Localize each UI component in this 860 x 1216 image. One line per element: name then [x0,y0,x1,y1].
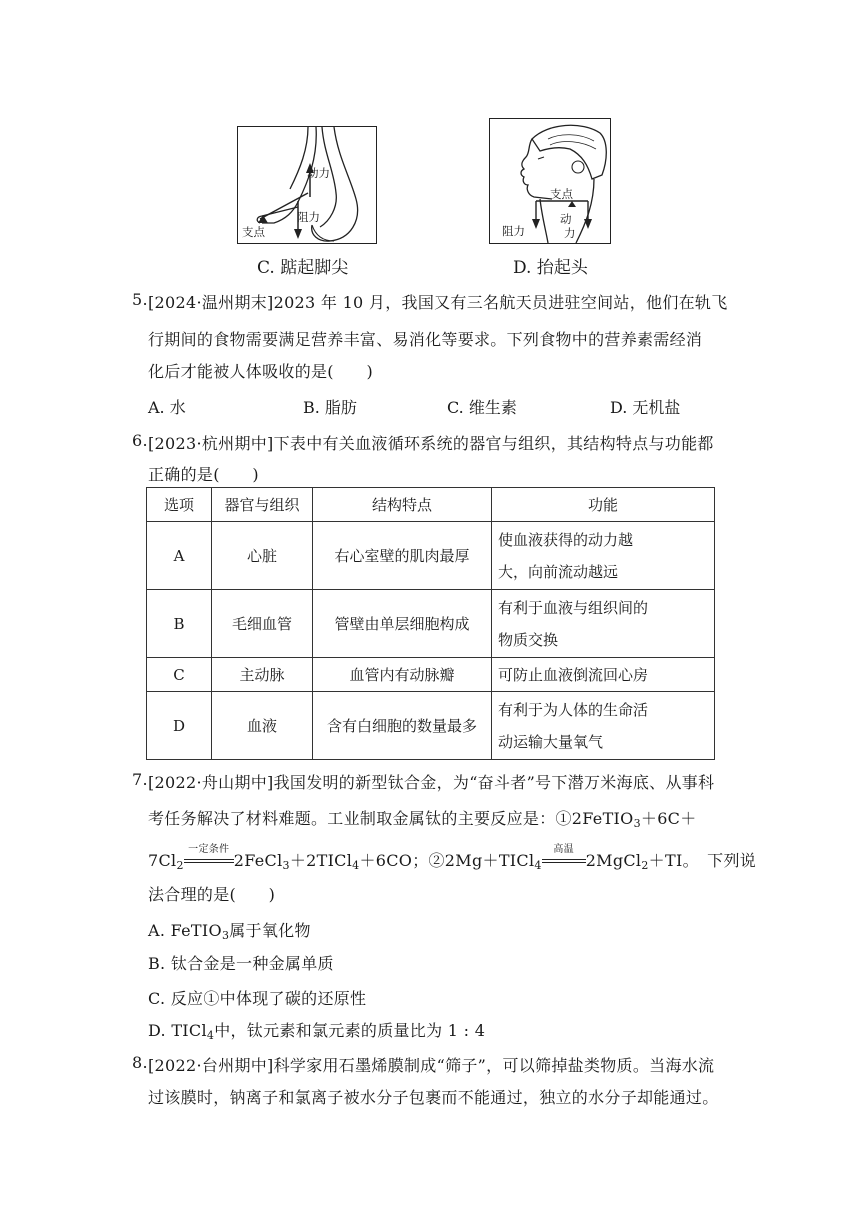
q7-option-a [148,918,311,941]
cell-function [492,658,715,692]
eq-part: 7Cl [148,851,177,870]
header-option: 选项 [147,488,212,522]
q7-line-1: [2022·舟山期中]我国发明的新型钛合金，为“奋斗者”号下潜万米海底、从事科 [148,773,715,792]
cell-function-line: 有利于为人体的生命活 [498,700,649,719]
opt-text: A. FeTIO [148,921,222,940]
cell-feature: 含有白细胞的数量最多 [313,692,492,760]
q5-option-c: C. 维生素 [447,398,517,417]
equals-bar [542,859,586,863]
caption-d: D. 抬起头 [513,258,588,278]
label-zhidian-d: 支点 [550,187,573,201]
opt-sub: 4 [206,1029,215,1042]
figure-c-foot [237,126,377,244]
figure-d-head [489,118,611,244]
header-organ: 器官与组织 [212,488,313,522]
cell-feature: 血管内有动脉瓣 [313,658,492,692]
q7-line-2-end: ＋6C＋ [640,809,697,828]
cell-function [492,522,715,590]
cell-function-line: 可防止血液倒流回心房 [498,665,649,684]
condition-label: 高温 [553,844,574,855]
cell-organ: 血液 [212,692,313,760]
q5-option-d: D. 无机盐 [610,398,681,417]
cell-organ: 主动脉 [212,658,313,692]
eq-part: 2FeCl [233,851,283,870]
cell-function-line: 大，向前流动越远 [498,562,619,581]
eq-sub: 4 [352,859,360,872]
q7-option-b: B. 钛合金是一种金属单质 [148,954,334,973]
reaction-condition-2 [542,844,586,870]
q7-number: 7. [132,770,148,789]
q5-option-a: A. 水 [148,398,186,417]
table-row [147,692,715,760]
q6-line-1: [2023·杭州期中]下表中有关血液循环系统的器官与组织，其结构特点与功能都 [148,434,714,453]
table-row [147,522,715,590]
cell-feature: 管壁由单层细胞构成 [313,590,492,658]
opt-text: D. TICl [148,1021,207,1040]
q8-number: 8. [132,1053,148,1072]
reaction-condition-1 [184,844,234,870]
q7-equation-line [148,844,757,872]
cell-function-line: 动运输大量氧气 [498,732,604,751]
eq-part: ＋6CO；②2Mg＋TICl [359,851,535,870]
q7-option-d [148,1018,485,1041]
cell-option: D [147,692,212,760]
eq-part: ＋TI。 下列说 [648,851,757,870]
q7-option-c: C. 反应①中体现了碳的还原性 [148,989,367,1008]
eq-sub: 4 [534,859,542,872]
q5-number: 5. [132,290,148,309]
equals-bar [184,859,234,863]
eq-sub: 2 [176,859,184,872]
label-zuli-c: 阻力 [297,210,320,224]
opt-text: 属于氧化物 [229,921,311,940]
q6-line-2: 正确的是( ) [148,465,259,484]
cell-function-line: 物质交换 [498,630,559,649]
q5-line-1: [2024·温州期末]2023 年 10 月，我国又有三名航天员进驻空间站，他们在轨飞 [148,293,728,312]
cell-function-line: 使血液获得的动力越 [498,530,634,549]
opt-sub: 3 [221,929,230,942]
table-row [147,658,715,692]
q7-line-2-text: 考任务解决了材料难题。工业制取金属钛的主要反应是：①2FeTIO [148,809,634,828]
cell-feature: 右心室壁的肌肉最厚 [313,522,492,590]
cell-organ: 心脏 [212,522,313,590]
opt-text: 中，钛元素和氯元素的质量比为 1 : 4 [214,1021,486,1040]
cell-function [492,692,715,760]
condition-label: 一定条件 [188,844,230,855]
cell-function-line: 有利于血液与组织间的 [498,598,649,617]
cell-function [492,590,715,658]
cell-organ: 毛细血管 [212,590,313,658]
q7-line-2 [148,806,697,829]
q5-line-3: 化后才能被人体吸收的是( ) [148,362,373,381]
eq-part: 2MgCl [585,851,642,870]
q6-table [146,487,715,760]
cell-option: C [147,658,212,692]
cell-option: A [147,522,212,590]
q8-line-1: [2022·台州期中]科学家用石墨烯膜制成“筛子”，可以筛掉盐类物质。当海水流 [148,1056,715,1075]
eq-part: ＋2TICl [289,851,353,870]
table-row [147,590,715,658]
eq-sub: 2 [641,859,649,872]
q6-number: 6. [132,431,148,450]
table-header-row [147,488,715,522]
label-dongli-d-b: 力 [564,226,576,240]
label-zuli-d: 阻力 [502,224,525,238]
caption-c: C. 踮起脚尖 [257,258,349,278]
q8-line-2: 过该膜时，钠离子和氯离子被水分子包裹而不能通过，独立的水分子却能通过。 [148,1088,719,1107]
q5-line-2: 行期间的食物需要满足营养丰富、易消化等要求。下列食物中的营养素需经消 [148,330,703,349]
q7-line-4: 法合理的是( ) [148,885,276,904]
q5-option-b: B. 脂肪 [303,398,357,417]
label-dongli-d-a: 动 [560,212,572,226]
eq-sub: 3 [282,859,290,872]
header-function: 功能 [492,488,715,522]
q7-line-2-sub: 3 [633,817,641,830]
label-dongli-c: 动力 [307,166,330,180]
label-zhidian-c: 支点 [242,225,265,239]
cell-option: B [147,590,212,658]
header-feature: 结构特点 [313,488,492,522]
